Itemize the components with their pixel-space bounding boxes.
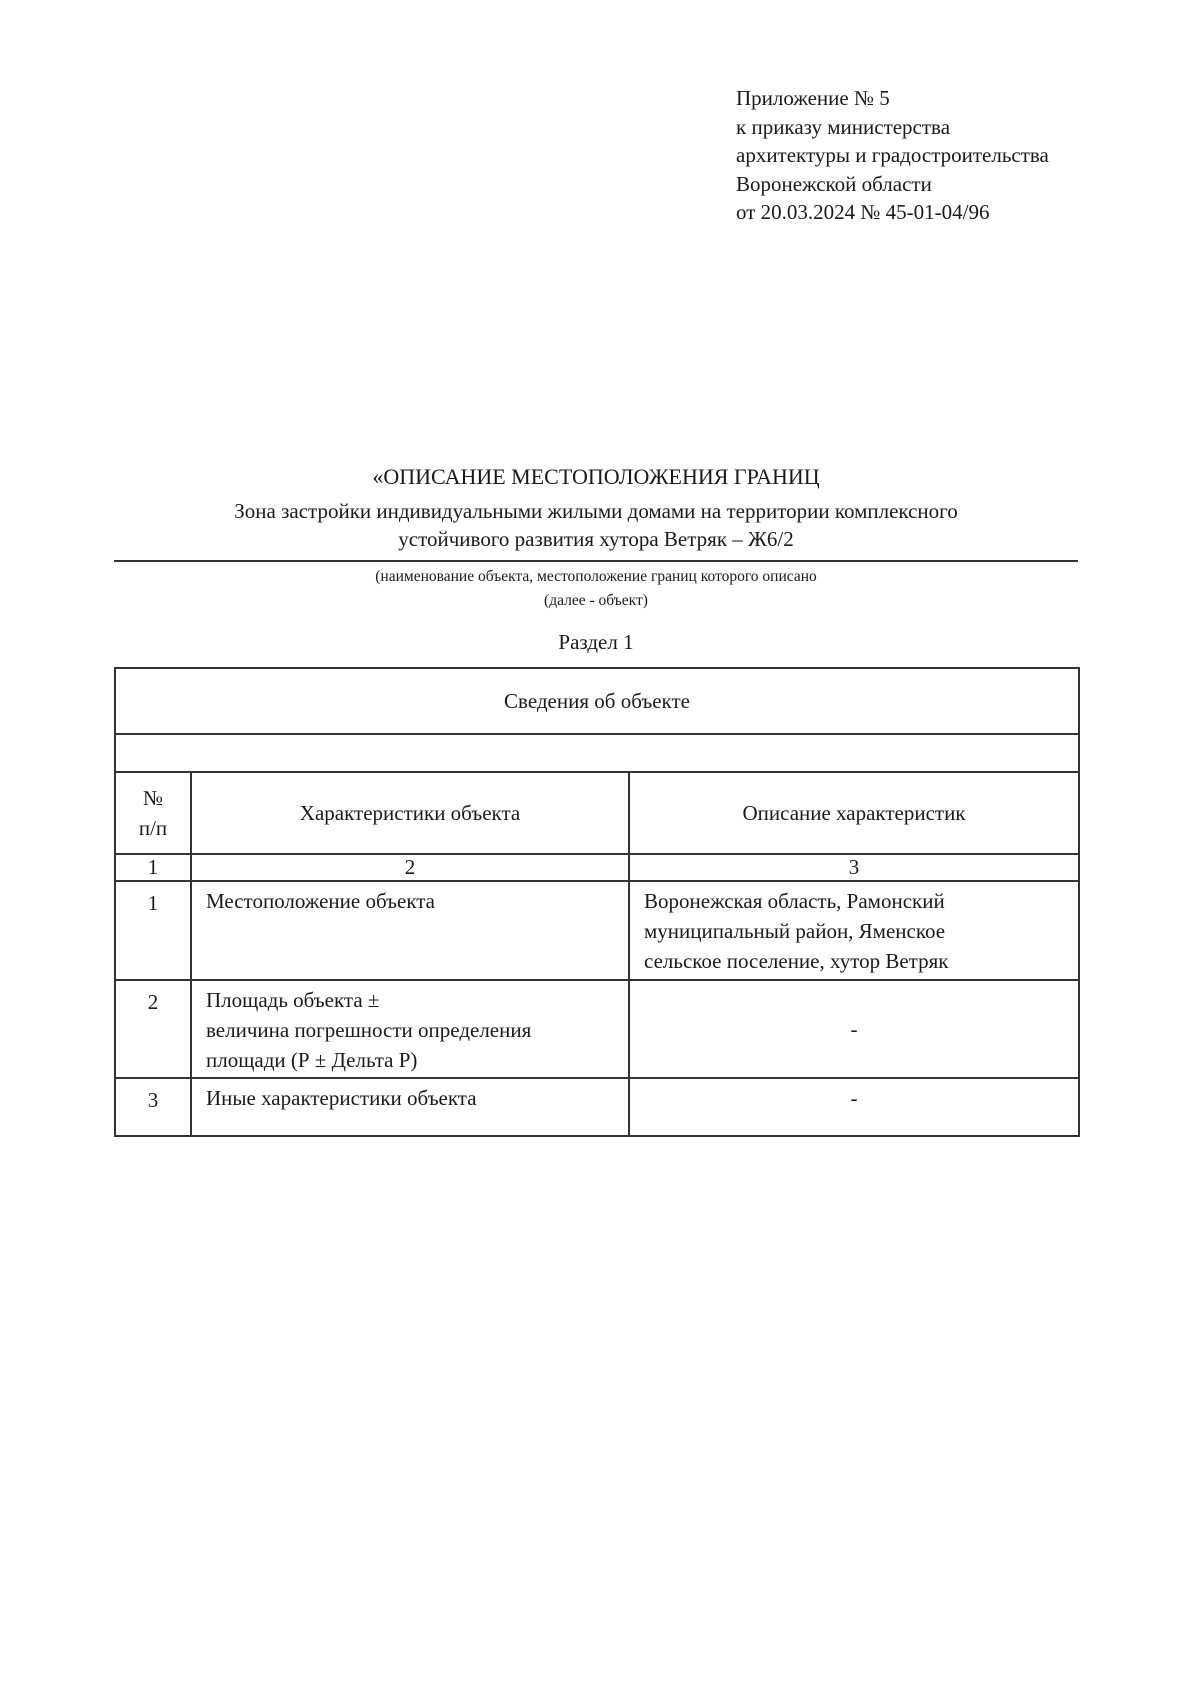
appendix-line: к приказу министерства: [736, 114, 951, 139]
row-characteristic: [191, 1078, 629, 1136]
index-cell: 1: [115, 854, 191, 881]
table-header-row: [115, 772, 1079, 854]
row-characteristic: [191, 980, 629, 1078]
characteristic-line: площади (Р ± Дельта Р): [206, 1048, 418, 1072]
index-cell: 3: [629, 854, 1079, 881]
object-name: [114, 497, 1078, 553]
description-line: муниципальный район, Яменское: [644, 919, 946, 943]
appendix-line: Воронежской области: [736, 171, 932, 196]
table-index-row: [115, 854, 1079, 881]
object-caption: [114, 565, 1078, 613]
table-row: [115, 1078, 1079, 1136]
description-line: сельское поселение, хутор Ветряк: [644, 949, 949, 973]
appendix-line: Приложение № 5: [736, 86, 890, 110]
section-label: Раздел 1: [558, 630, 634, 654]
appendix-line: от 20.03.2024 № 45-01-04/96: [736, 200, 990, 224]
caption-line: (далее - объект): [544, 592, 648, 609]
empty-cell: [115, 734, 1079, 772]
row-description: [629, 881, 1079, 980]
header-cell-characteristics: Характеристики объекта: [191, 772, 629, 854]
header-number-line: №: [142, 786, 164, 810]
description-line: -: [850, 1017, 858, 1041]
characteristic-line: Площадь объекта ±: [206, 988, 380, 1012]
description-line: Воронежская область, Рамонский: [644, 889, 945, 913]
row-number: 2: [115, 980, 191, 1078]
characteristic-line: Иные характеристики объекта: [206, 1086, 477, 1110]
row-number: 3: [115, 1078, 191, 1136]
caption-line: (наименование объекта, местоположение границ которого описано: [375, 568, 817, 585]
appendix-block: [736, 84, 1049, 227]
appendix-line: архитектуры и градостроительства: [736, 143, 1049, 167]
row-number: 1: [115, 881, 191, 980]
header-cell-number: [115, 772, 191, 854]
description-line: -: [850, 1086, 858, 1110]
object-name-underline: [114, 560, 1078, 562]
table-title-row: [115, 668, 1079, 734]
row-description: [629, 980, 1079, 1078]
header-number-line: п/п: [138, 816, 168, 840]
header-cell-description: Описание характеристик: [629, 772, 1079, 854]
characteristic-line: Местоположение объекта: [206, 889, 436, 913]
table-empty-row: [115, 734, 1079, 772]
object-name-line: устойчивого развития хутора Ветряк – Ж6/2: [398, 527, 794, 551]
table-title: Сведения об объекте: [115, 668, 1079, 734]
object-name-line: Зона застройки индивидуальными жилыми домами на территории комплексного: [234, 499, 958, 523]
document-title: «ОПИСАНИЕ МЕСТОПОЛОЖЕНИЯ ГРАНИЦ: [372, 464, 820, 489]
index-cell: 2: [191, 854, 629, 881]
row-description: [629, 1078, 1079, 1136]
characteristic-line: величина погрешности определения: [206, 1018, 532, 1042]
object-info-table: [114, 667, 1080, 1137]
row-characteristic: [191, 881, 629, 980]
table-row: [115, 980, 1079, 1078]
table-row: [115, 881, 1079, 980]
